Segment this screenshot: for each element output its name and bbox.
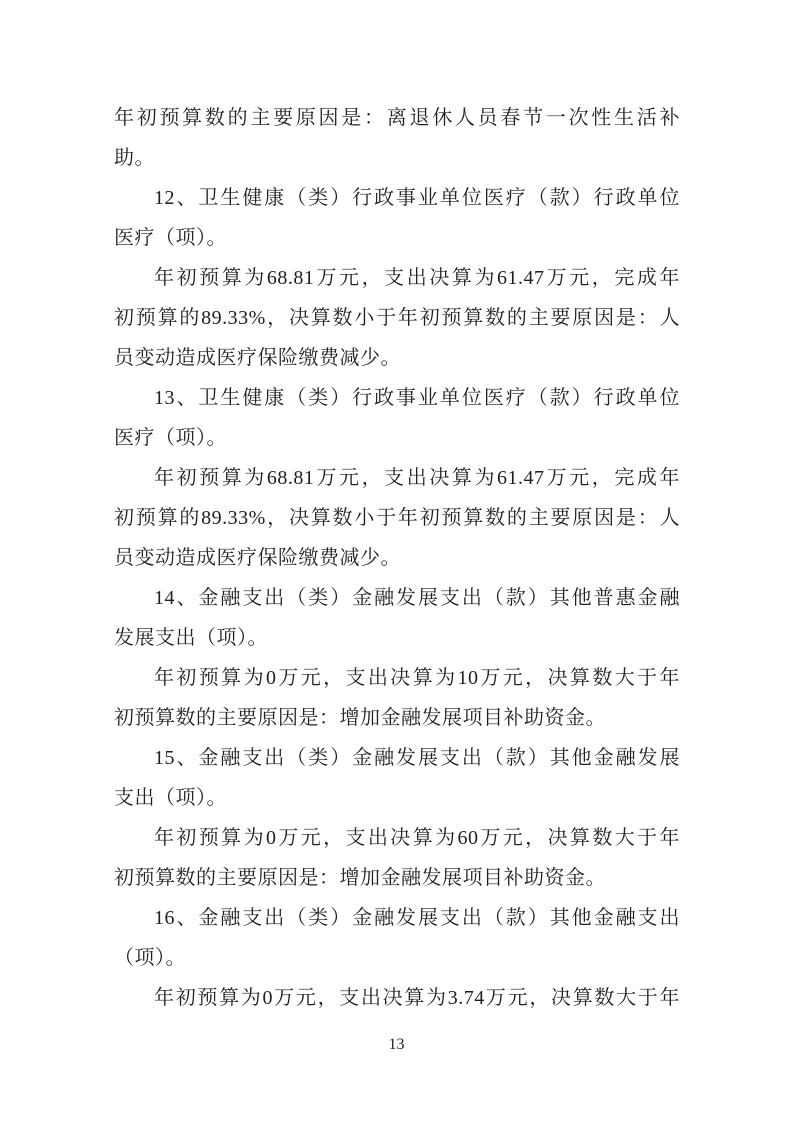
text-line: 年初预算为0万元，支出决算为3.74万元，决算数大于年 — [154, 987, 680, 1009]
text-line: 初预算的89.33%，决算数小于年初预算数的主要原因是：人 — [114, 507, 680, 529]
text-line: 16、金融支出（类）金融发展支出（款）其他金融支出 — [154, 907, 680, 929]
text-line: （项）。 — [114, 947, 186, 969]
text-line: 员变动造成医疗保险缴费减少。 — [114, 347, 401, 369]
paragraph — [114, 178, 680, 258]
text-line: 初预算数的主要原因是：增加金融发展项目补助资金。 — [114, 867, 606, 889]
page-number: 13 — [388, 1036, 405, 1053]
text-line: 医疗（项）。 — [114, 227, 227, 249]
text-line: 医疗（项）。 — [114, 427, 227, 449]
paragraph — [114, 98, 680, 178]
paragraph — [114, 378, 680, 458]
paragraph — [114, 978, 680, 1018]
text-line: 12、卫生健康（类）行政事业单位医疗（款）行政单位 — [154, 187, 680, 209]
text-line: 年初预算为0万元，支出决算为10万元，决算数大于年 — [154, 667, 680, 689]
text-line: 年初预算为0万元，支出决算为60万元，决算数大于年 — [154, 827, 680, 849]
paragraph — [114, 458, 680, 578]
text-line: 初预算数的主要原因是：增加金融发展项目补助资金。 — [114, 707, 606, 729]
paragraph — [114, 578, 680, 658]
text-line: 年初预算为68.81万元，支出决算为61.47万元，完成年 — [154, 267, 680, 289]
paragraph — [114, 818, 680, 898]
text-line: 14、金融支出（类）金融发展支出（款）其他普惠金融 — [154, 587, 680, 609]
paragraph — [114, 738, 680, 818]
text-line: 支出（项）。 — [114, 787, 227, 809]
text-line: 年初预算为68.81万元，支出决算为61.47万元，完成年 — [154, 467, 680, 489]
document-body — [114, 98, 680, 1018]
text-line: 15、金融支出（类）金融发展支出（款）其他金融发展 — [154, 747, 680, 769]
text-line: 助。 — [114, 147, 155, 169]
text-line: 员变动造成医疗保险缴费减少。 — [114, 547, 401, 569]
text-line: 年初预算数的主要原因是：离退休人员春节一次性生活补 — [114, 107, 680, 129]
paragraph — [114, 898, 680, 978]
paragraph — [114, 658, 680, 738]
text-line: 初预算的89.33%，决算数小于年初预算数的主要原因是：人 — [114, 307, 680, 329]
paragraph — [114, 258, 680, 378]
text-line: 13、卫生健康（类）行政事业单位医疗（款）行政单位 — [154, 387, 680, 409]
text-line: 发展支出（项）。 — [114, 627, 268, 649]
